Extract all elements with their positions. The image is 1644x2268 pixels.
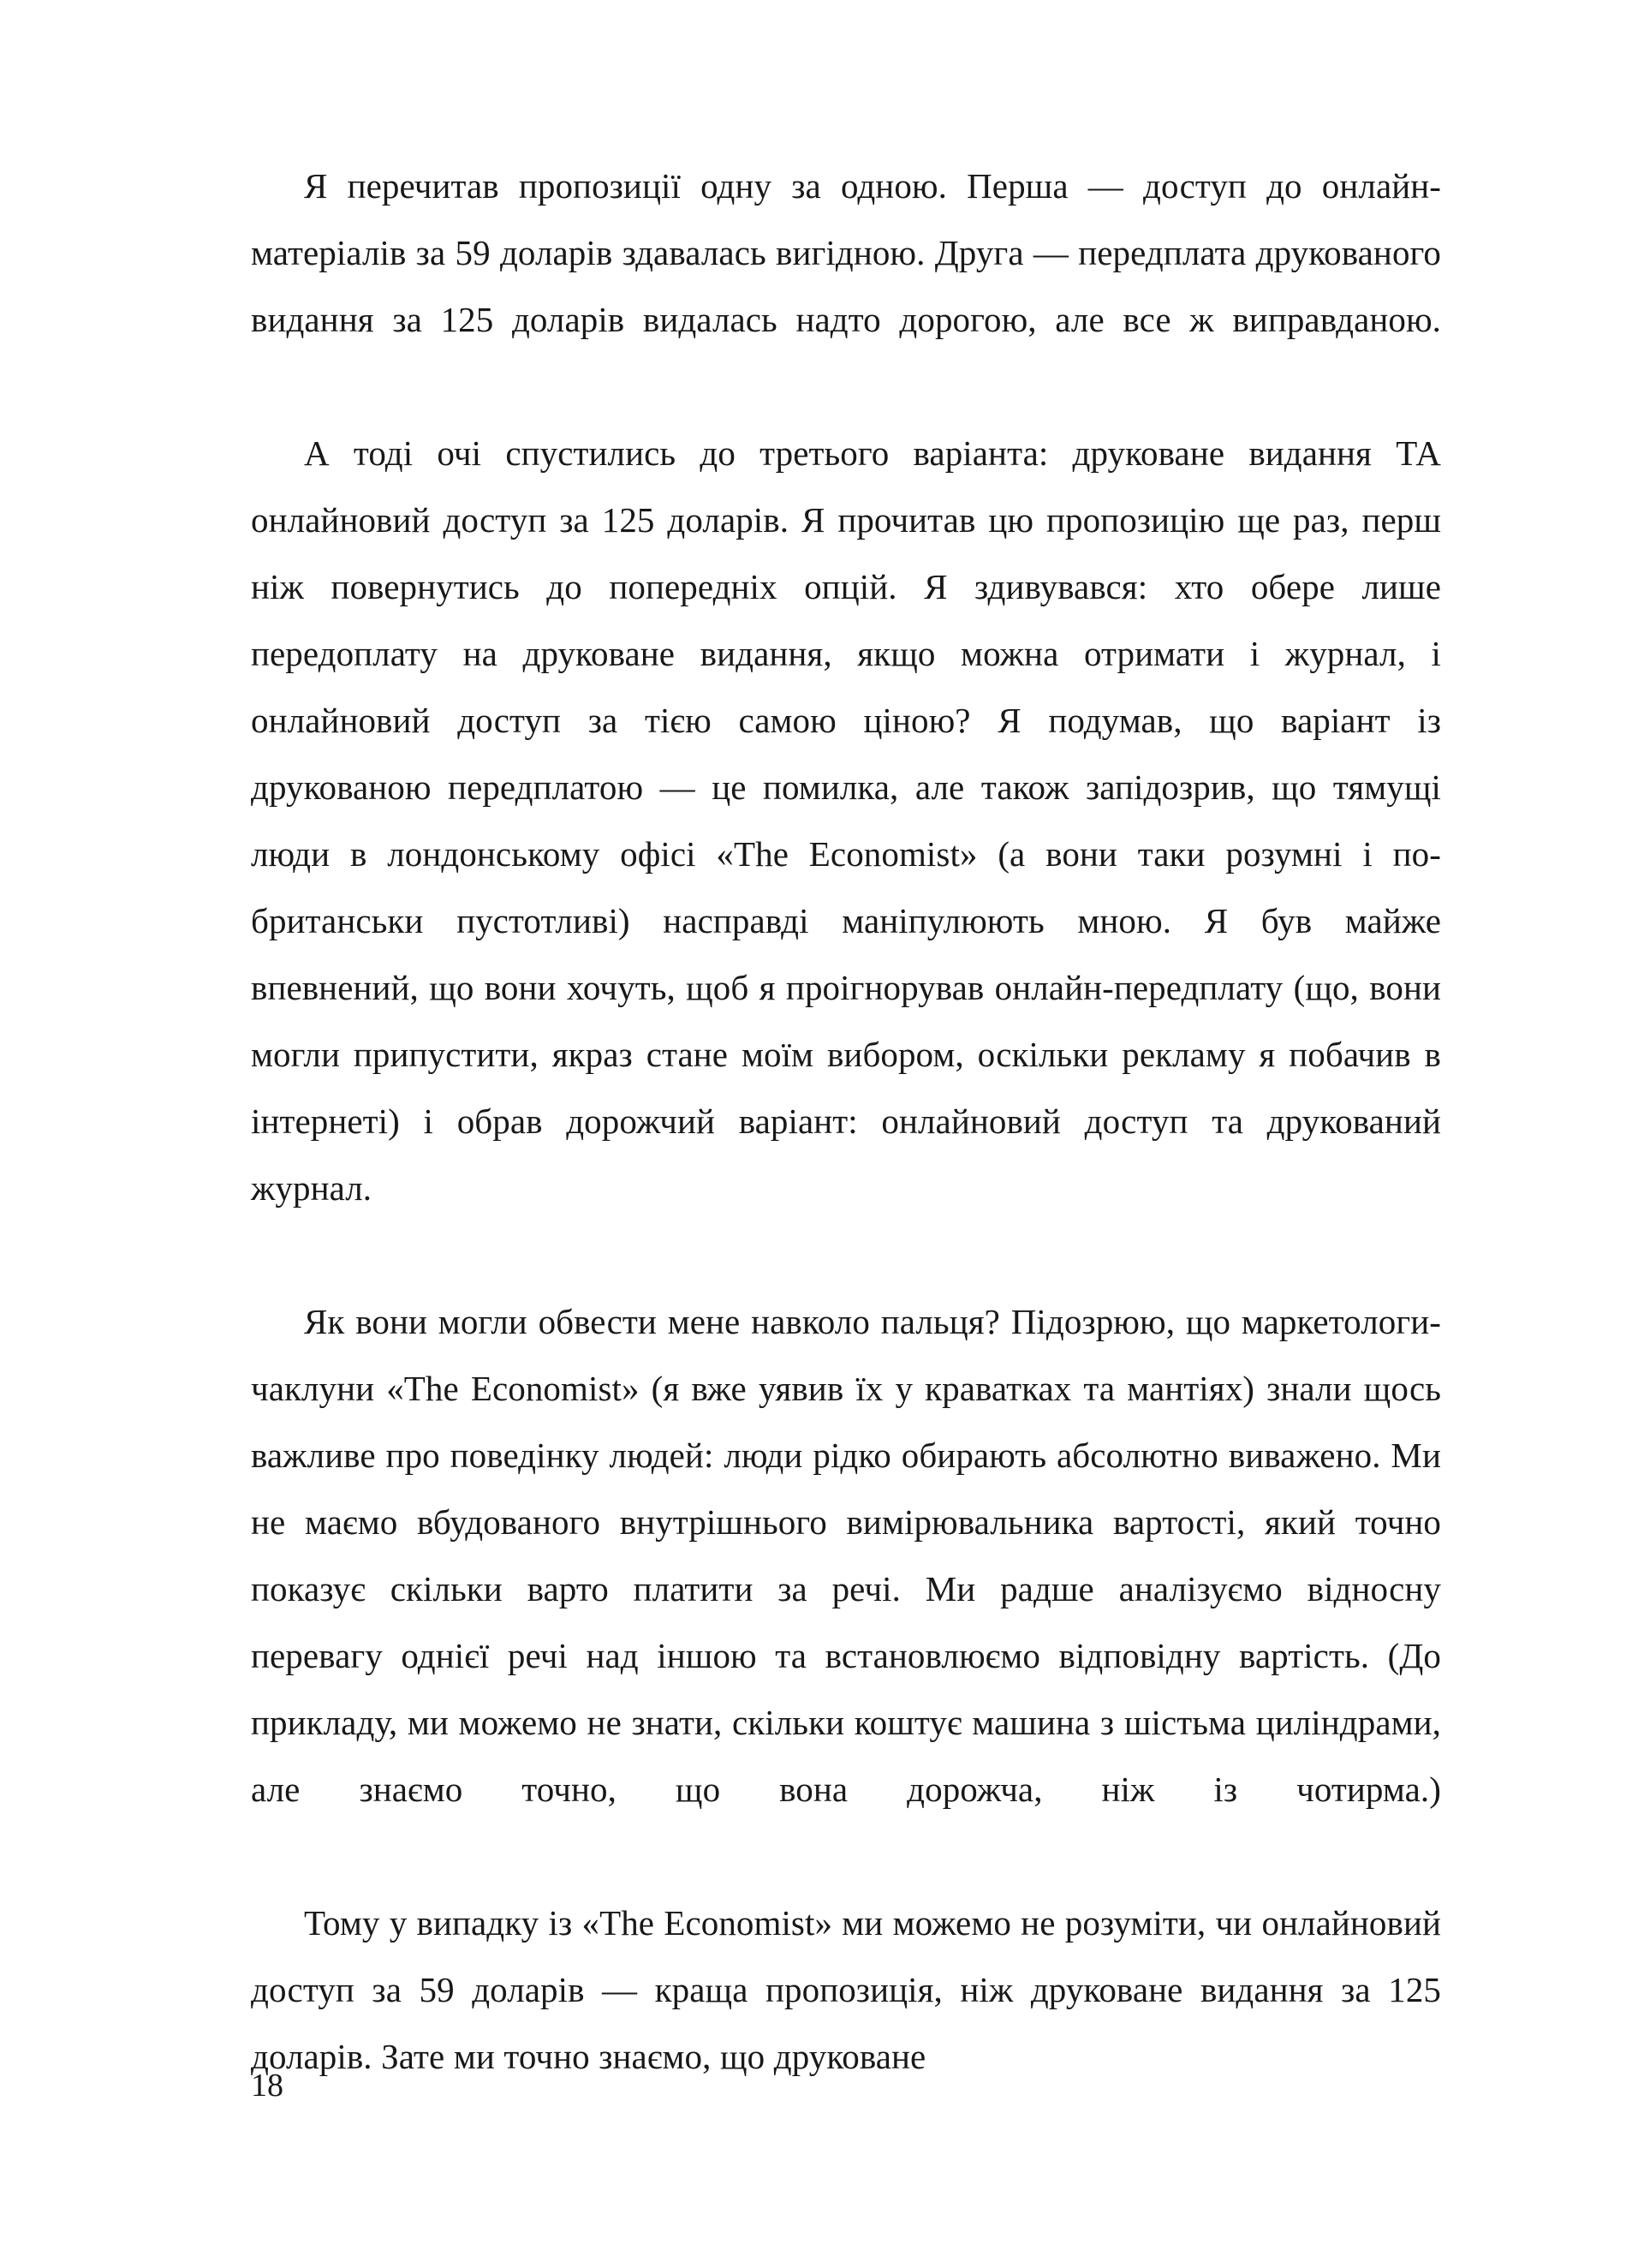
paragraph-4: Тому у випадку із «The Economist» ми можемо не розуміти, чи онлайновий доступ за 59 доларів — краща пропозиція, ніж друковане видання за 125 доларів. Зате ми точно знаємо, що друковане — [251, 1903, 1441, 2076]
page-body-text — [251, 152, 1441, 2090]
paragraph-3: Як вони могли обвести мене навколо пальця? Підозрюю, що маркетологи-чаклуни «The Economist» (я вже уявив їх у краватках та мантіях) знали щось важливе про поведінку людей: люди рідко обирають абсолютно виважено. Ми не маємо вбудованого внутрішнього вимірювальника вартості, який точно показує скільки варто платити за речі. Ми радше аналізуємо відносну перевагу однієї речі над іншою та встановлюємо відповідну вартість. (До прикладу, ми можемо не знати, скільки коштує машина з шістьма циліндрами, але знаємо точно, що вона дорожча, ніж із чотирма.) — [251, 1302, 1441, 1809]
paragraph-1: Я перечитав пропозиції одну за одною. Перша — доступ до онлайн-матеріалів за 59 доларів здавалась вигідною. Друга — передплата друкованого видання за 125 доларів видалась надто дорогою, але все ж виправданою. — [251, 166, 1441, 339]
paragraph-2: А тоді очі спустились до третього варіанта: друковане видання ТА онлайновий доступ за 125 доларів. Я прочитав цю пропозицію ще раз, перш ніж повернутись до попередніх опцій. Я здивувався: хто обере лише передоплату на друковане видання, якщо можна отримати і журнал, і онлайновий доступ за тією самою ціною? Я подумав, що варіант із друкованою передплатою — це помилка, але також запідозрив, що тямущі люди в лондонському офісі «The Economist» (а вони таки розумні і по-британськи пустотливі) насправді маніпулюють мною. Я був майже впевнений, що вони хочуть, щоб я проігнорував онлайн-передплату (що, вони могли припустити, якраз стане моїм вибором, оскільки рекламу я побачив в інтернеті) і обрав дорожчий варіант: онлайновий доступ та друкований журнал. — [251, 433, 1441, 1208]
page-number: 18 — [251, 2068, 283, 2104]
